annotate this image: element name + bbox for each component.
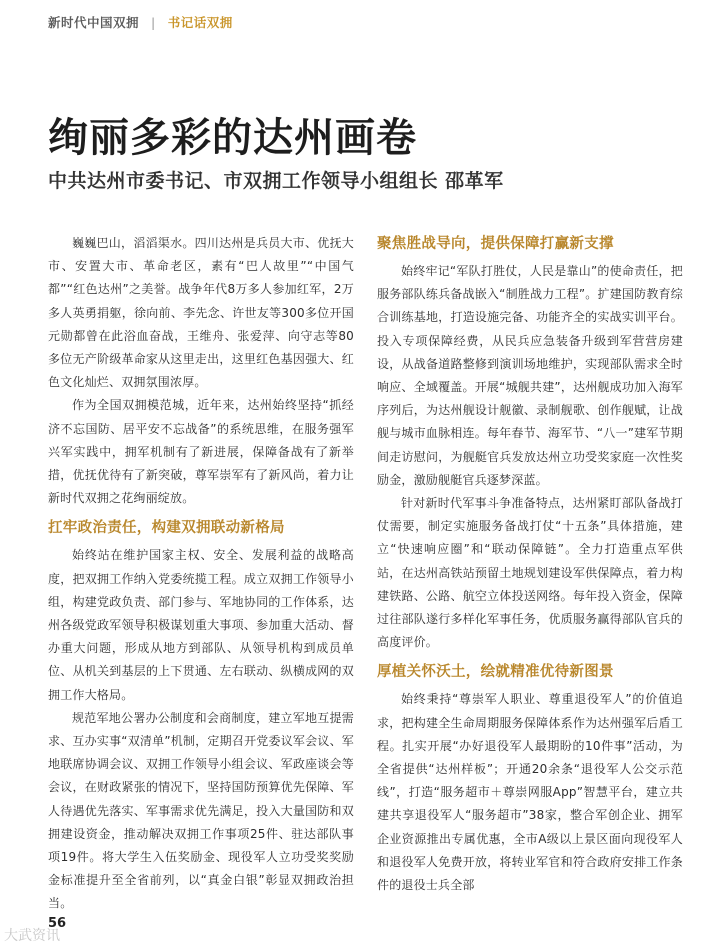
section-heading-3: 厚植关怀沃土，绘就精准优待新图景: [377, 664, 614, 681]
section2-paragraph-1: 始终牢记“军队打胜仗，人民是靠山”的使命责任，把服务部队练兵备战嵌入“制胜战力工程”。扩建国防教育综合训练基地，打造设施完备、功能齐全的实战实训平台。投入专项保障经费，从民兵应急装备升级到军营营房建设，从战备道路整修到演训场地维护，实现部队需求全时响应、全域覆盖。开展“城舰共建”，达州舰成功加入海军序列后，为达州舰设计舰徽、录制舰歌、创作舰赋，让战舰与城市血脉相连。每年春节、海军节、“八一”建军节期间走访慰问，为舰艇官兵发放达州立功受奖家庭一次性奖励金，激励舰艇官兵逐梦深蓝。: [377, 264, 683, 487]
article-title: 绚丽多彩的达州画卷: [48, 114, 417, 161]
left-column: [48, 232, 354, 916]
section-header: [48, 13, 233, 31]
section1-paragraph-2: 规范军地公署办公制度和会商制度，建立军地互提需求、互办实事“双清单”机制，定期召开党委议军会议、军地联席协调会议、双拥工作领导小组会议、军政座谈会等会议，在财政紧张的情况下，坚持国防预算优先保障、军人待遇优先落实、军事需求优先满足，投入大量国防和双拥建设资金，推动解决双拥工作事项25件、驻达部队事项19件。将大学生入伍奖励金、现役军人立功受奖奖励金标准提升至全省前列，以“真金白银”彰显双拥政治担当。: [48, 710, 354, 911]
page-number: 56: [48, 916, 67, 931]
section-heading-2: 聚焦胜战导向，提供保障打赢新支撑: [377, 236, 614, 252]
section2-paragraph-2: 针对新时代军事斗争准备特点，达州紧盯部队备战打仗需要，制定实施服务备战打仗“十五条”具体措施，建立“快速响应圈”和“联动保障链”。全力打造重点军供站，在达州高铁站预留土地规划建设军供保障点，着力构建铁路、公路、航空立体投送网络。每年投入资金，保障过往部队遂行多样化军事任务，优质服务赢得部队官兵的高度评价。: [377, 496, 683, 650]
section-heading-1: 扛牢政治责任，构建双拥联动新格局: [48, 520, 285, 537]
right-column: [377, 232, 683, 897]
section1-paragraph-1: 始终站在维护国家主权、安全、发展利益的战略高度，把双拥工作纳入党委统揽工程。成立双拥工作领导小组，构建党政负责、部门参与、军地协同的工作体系，达州各级党政军领导积极谋划重大事项、参加重大活动、督办重大问题，形成从地方到部队、从领导机构到成员单位、从机关到基层的上下贯通、左右联动、纵横成网的双拥工作大格局。: [48, 548, 354, 702]
watermark-logo: 大武资讯: [4, 928, 60, 944]
header-subcolumn-name: 书记话双拥: [167, 15, 233, 30]
article-author: 中共达州市委书记、市双拥工作领导小组组长 邵革军: [48, 170, 504, 192]
intro-paragraph-2: 作为全国双拥模范城，近年来，达州始终坚持“抓经济不忘国防、居平安不忘战备”的系统思维，在服务强军兴军实践中，拥军机制有了新进展，保障备战有了新举措，优抚优待有了新突破，尊军崇军有了新风尚，着力让新时代双拥之花绚丽绽放。: [48, 398, 354, 506]
intro-paragraph-1: 巍巍巴山，滔滔渠水。四川达州是兵员大市、优抚大市、安置大市、革命老区，素有“巴人故里”“中国气都”“红色达州”之美誉。战争年代8万多人参加红军，2万多人英勇捐躯，徐向前、李先念、许世友等300多位开国元勋都曾在此浴血奋战，王维舟、张爱萍、向守志等80多位无产阶级革命家从这里走出，这里红色基因强大、红色文化灿烂、双拥氛围浓厚。: [48, 236, 354, 390]
header-separator: |: [151, 15, 156, 30]
section3-paragraph-1: 始终秉持“尊崇军人职业、尊重退役军人”的价值追求，把构建全生命周期服务保障体系作为达州强军后盾工程。扎实开展“办好退役军人最期盼的10件事”活动，为全省提供“达州样板”；开通20余条“退役军人公交示范线”，打造“服务超市＋尊崇网服App”智慧平台，建立共建共享退役军人“服务超市”38家，整合军创企业、拥军企业资源推出专属优惠，全市A级以上景区面向现役军人和退役军人免费开放，将转业军官和符合政府安排工作条件的退役士兵全部: [377, 692, 683, 893]
header-column-name: 新时代中国双拥: [48, 15, 140, 30]
